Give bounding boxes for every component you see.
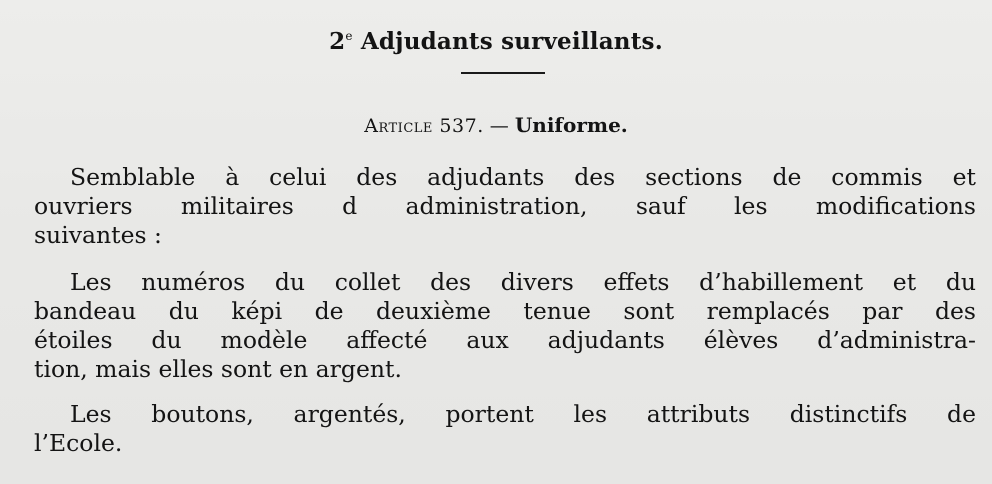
heading-divider: [461, 72, 545, 74]
section-number: 2e: [329, 28, 353, 55]
paragraph-line: suivantes :: [34, 221, 162, 249]
paragraph-line: étoiles du modèle affecté aux adjudants élèves d’administra-: [34, 326, 976, 354]
paragraph-line: tion, mais elles sont en argent.: [34, 355, 402, 383]
paragraph-line: Les numéros du collet des divers effets d’habillement et du: [70, 268, 976, 296]
article-heading: [0, 113, 992, 137]
article-dash: —: [489, 115, 509, 137]
paragraph-line: Semblable à celui des adjudants des sections de commis et: [70, 163, 976, 191]
section-title: Adjudants surveillants.: [360, 28, 663, 55]
paragraph-line: ouvriers militaires d administration, sauf les modifications: [34, 192, 976, 220]
paragraph-3: [34, 400, 976, 458]
paragraph-1: [34, 163, 976, 250]
section-heading: [0, 28, 992, 55]
paragraph-line: Les boutons, argentés, portent les attributs distinctifs de: [70, 400, 976, 428]
paragraph-2: [34, 268, 976, 384]
paragraph-line: bandeau du képi de deuxième tenue sont remplacés par des: [34, 297, 976, 325]
paragraph-line: l’Ecole.: [34, 429, 123, 457]
article-title: Uniforme.: [514, 113, 628, 137]
article-label: Article 537.: [364, 115, 484, 137]
